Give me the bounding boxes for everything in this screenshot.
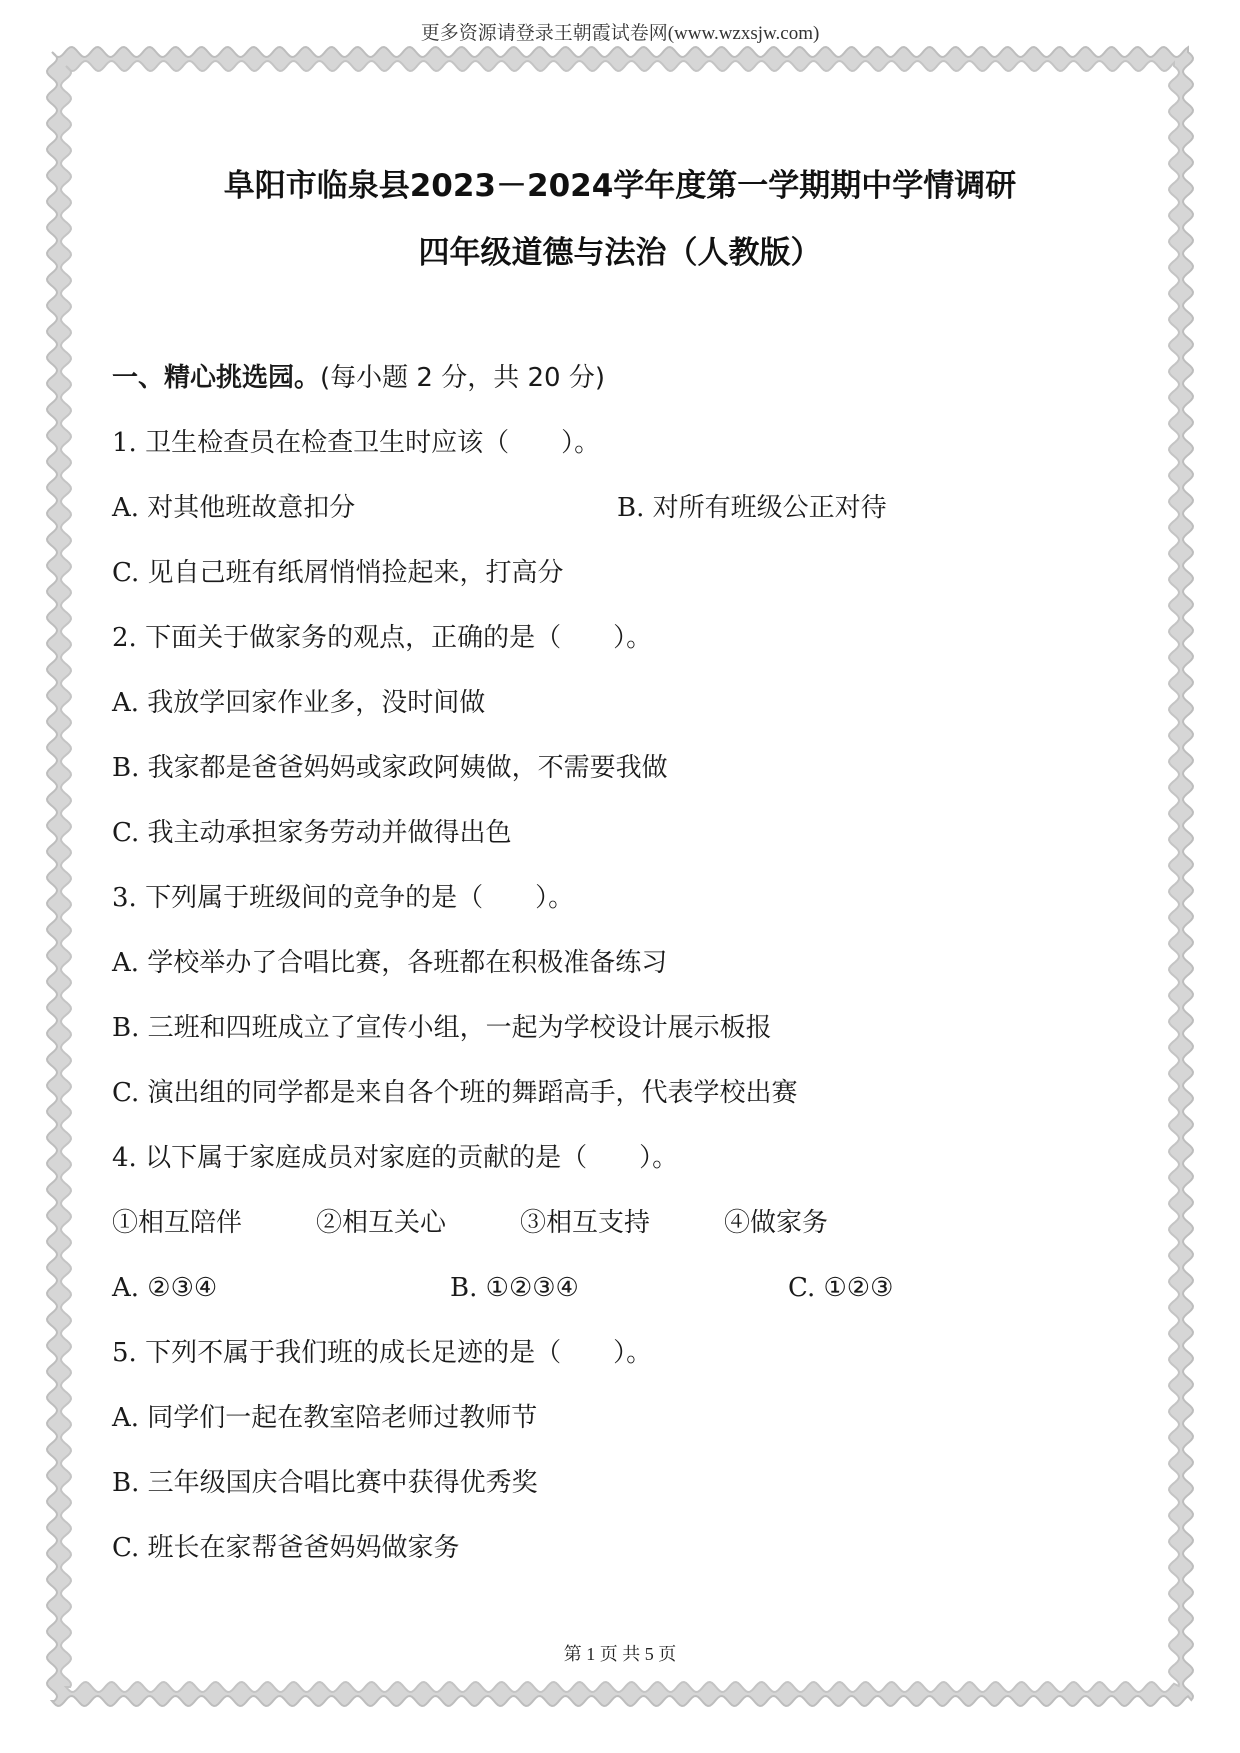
decorative-border xyxy=(44,44,1196,1709)
option-b: B. 对所有班级公正对待 xyxy=(617,493,887,523)
section-heading xyxy=(112,361,605,395)
wavy-border-graphic xyxy=(44,44,1196,1709)
option-c: C. 我主动承担家务劳动并做得出色 xyxy=(112,818,512,848)
option-a: A. ②③④ xyxy=(112,1273,218,1303)
option-c: C. 演出组的同学都是来自各个班的舞蹈高手，代表学校出赛 xyxy=(112,1078,798,1108)
option-b: B. 三班和四班成立了宣传小组，一起为学校设计展示板报 xyxy=(112,1013,772,1043)
site-watermark-note: 更多资源请登录王朝霞试卷网(www.wzxsjw.com) xyxy=(420,23,820,44)
question-stem: 3. 下列属于班级间的竞争的是（ ）。 xyxy=(112,883,575,913)
option-a: A. 学校举办了合唱比赛，各班都在积极准备练习 xyxy=(112,948,668,978)
exam-subtitle: 四年级道德与法治（人教版） xyxy=(418,235,822,271)
question-stem: 1. 卫生检查员在检查卫生时应该（ ）。 xyxy=(112,428,601,458)
question-stem: 2. 下面关于做家务的观点，正确的是（ ）。 xyxy=(112,623,653,653)
question-stem: 4. 以下属于家庭成员对家庭的贡献的是（ ）。 xyxy=(112,1143,679,1173)
question-stem: 5. 下列不属于我们班的成长足迹的是（ ）。 xyxy=(112,1338,653,1368)
section-title: 一、精心挑选园。 xyxy=(112,363,321,393)
option-a: A. 我放学回家作业多，没时间做 xyxy=(112,688,486,718)
option-b: B. ①②③④ xyxy=(450,1273,579,1303)
exam-title: 阜阳市临泉县2023－2024学年度第一学期期中学情调研 xyxy=(223,168,1017,204)
option-a: A. 同学们一起在教室陪老师过教师节 xyxy=(112,1403,538,1433)
page-footer: 第 1 页 共 5 页 xyxy=(563,1644,677,1664)
option-b: B. 我家都是爸爸妈妈或家政阿姨做，不需要我做 xyxy=(112,753,668,783)
option-c: C. 见自己班有纸屑悄悄捡起来，打高分 xyxy=(112,558,564,588)
border-inner-wave xyxy=(61,61,1179,1692)
numbered-item: ①相互陪伴 xyxy=(112,1208,243,1238)
section-score-note: (每小题 2 分，共 20 分) xyxy=(320,363,605,393)
numbered-item: ④做家务 xyxy=(724,1208,829,1238)
option-c: C. 班长在家帮爸爸妈妈做家务 xyxy=(112,1533,460,1563)
option-b: B. 三年级国庆合唱比赛中获得优秀奖 xyxy=(112,1468,538,1498)
option-c: C. ①②③ xyxy=(788,1273,894,1303)
option-a: A. 对其他班故意扣分 xyxy=(112,493,356,523)
numbered-item: ③相互支持 xyxy=(520,1208,651,1238)
numbered-item: ②相互关心 xyxy=(316,1208,447,1238)
